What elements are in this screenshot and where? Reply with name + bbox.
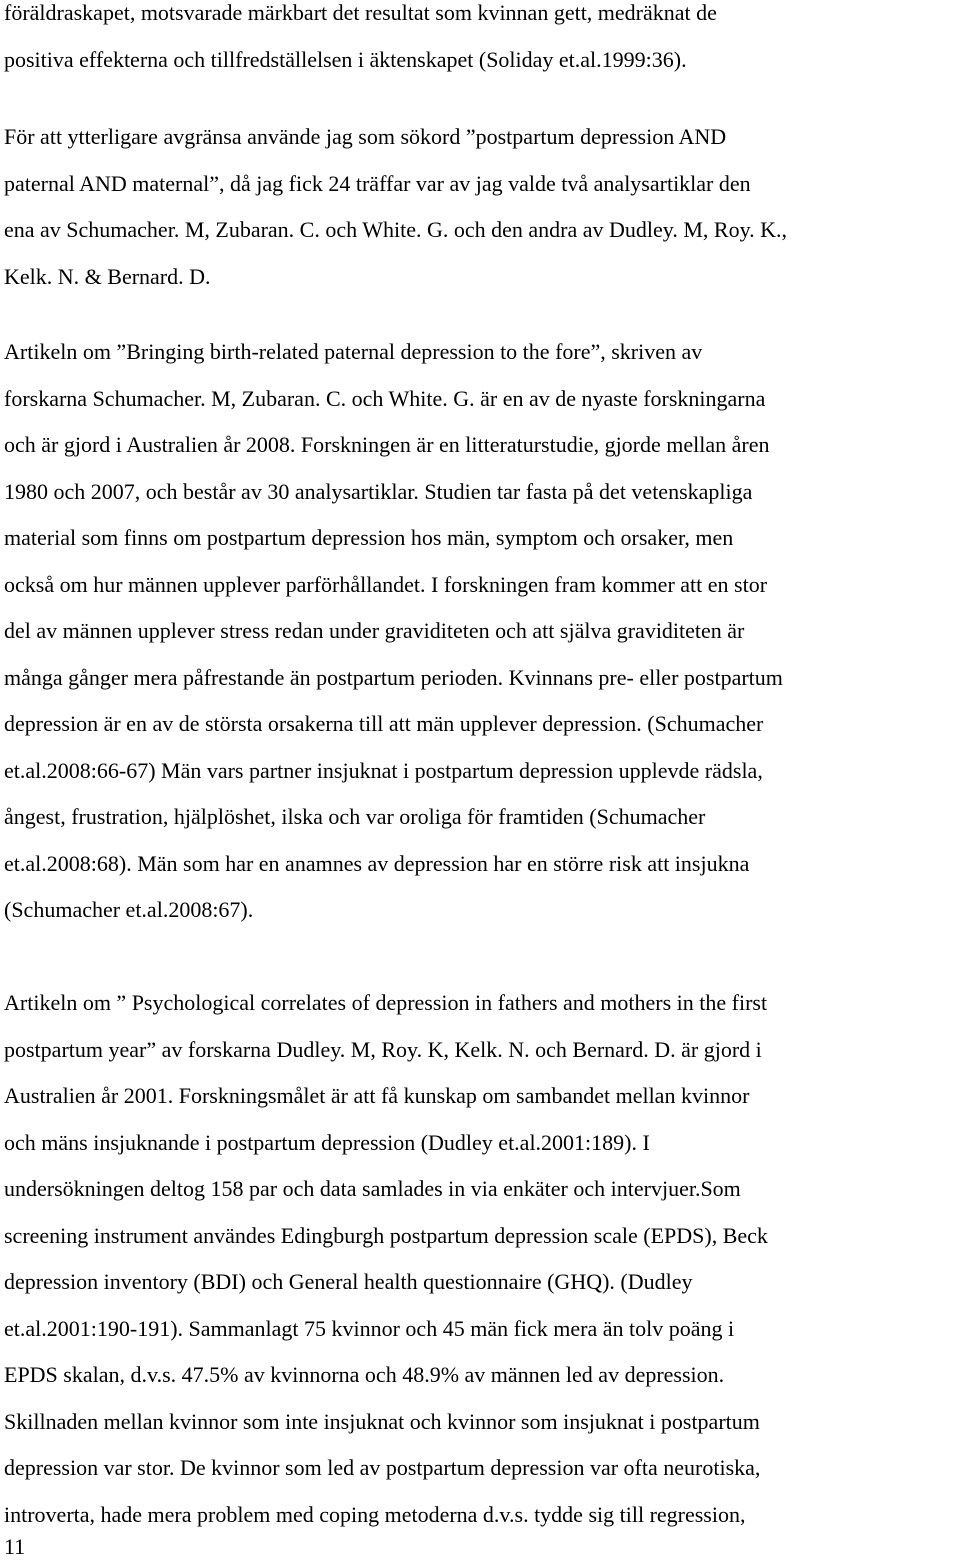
text-line: positiva effekterna och tillfredställelsen i äktenskapet (Soliday et.al.1999:36). bbox=[4, 47, 687, 72]
text-line: depression var stor. De kvinnor som led av postpartum depression var ofta neurotiska, bbox=[4, 1455, 761, 1480]
text-line: också om hur männen upplever parförhållandet. I forskningen fram kommer att en stor bbox=[4, 572, 768, 597]
text-line: ångest, frustration, hjälplöshet, ilska och var oroliga för framtiden (Schumacher bbox=[4, 804, 706, 829]
page-number: 11 bbox=[4, 1534, 26, 1559]
text-line: (Schumacher et.al.2008:67). bbox=[4, 897, 254, 922]
text-line: depression inventory (BDI) och General health questionnaire (GHQ). (Dudley bbox=[4, 1269, 693, 1294]
text-line: Artikeln om ”Bringing birth-related paternal depression to the fore”, skriven av bbox=[4, 339, 703, 364]
text-line: et.al.2001:190-191). Sammanlagt 75 kvinnor och 45 män fick mera än tolv poäng i bbox=[4, 1316, 735, 1341]
text-line: Kelk. N. & Bernard. D. bbox=[4, 264, 211, 289]
text-line: undersökningen deltog 158 par och data samlades in via enkäter och intervjuer.Som bbox=[4, 1176, 741, 1201]
text-line: forskarna Schumacher. M, Zubaran. C. och White. G. är en av de nyaste forskningarna bbox=[4, 386, 766, 411]
text-line: För att ytterligare avgränsa använde jag som sökord ”postpartum depression AND bbox=[4, 124, 727, 149]
text-line: och mäns insjuknande i postpartum depression (Dudley et.al.2001:189). I bbox=[4, 1130, 650, 1155]
text-line: ena av Schumacher. M, Zubaran. C. och White. G. och den andra av Dudley. M, Roy. K., bbox=[4, 217, 788, 242]
text-line: många gånger mera påfrestande än postpartum perioden. Kvinnans pre- eller postpartum bbox=[4, 665, 783, 690]
text-line: och är gjord i Australien år 2008. Forskningen är en litteraturstudie, gjorde mellan åren bbox=[4, 432, 770, 457]
text-line: 1980 och 2007, och består av 30 analysartiklar. Studien tar fasta på det vetenskapliga bbox=[4, 479, 753, 504]
text-line: EPDS skalan, d.v.s. 47.5% av kvinnorna och 48.9% av männen led av depression. bbox=[4, 1362, 725, 1387]
text-line: del av männen upplever stress redan under graviditeten och att själva graviditeten är bbox=[4, 618, 745, 643]
text-line: depression är en av de största orsakerna till att män upplever depression. (Schumacher bbox=[4, 711, 764, 736]
text-line: et.al.2008:66-67) Män vars partner insjuknat i postpartum depression upplevde rädsla, bbox=[4, 758, 763, 783]
text-line: föräldraskapet, motsvarade märkbart det resultat som kvinnan gett, medräknat de bbox=[4, 0, 717, 25]
text-line: paternal AND maternal”, då jag fick 24 träffar var av jag valde två analysartiklar den bbox=[4, 171, 751, 196]
text-line: Artikeln om ” Psychological correlates of depression in fathers and mothers in the first bbox=[4, 990, 768, 1015]
text-line: Skillnaden mellan kvinnor som inte insjuknat och kvinnor som insjuknat i postpartum bbox=[4, 1409, 760, 1434]
text-line: screening instrument användes Edingburgh postpartum depression scale (EPDS), Beck bbox=[4, 1223, 768, 1248]
text-line: material som finns om postpartum depression hos män, symptom och orsaker, men bbox=[4, 525, 734, 550]
text-line: postpartum year” av forskarna Dudley. M, Roy. K, Kelk. N. och Bernard. D. är gjord i bbox=[4, 1037, 762, 1062]
text-line: et.al.2008:68). Män som har en anamnes av depression har en större risk att insjukna bbox=[4, 851, 750, 876]
text-line: introverta, hade mera problem med coping metoderna d.v.s. tydde sig till regression, bbox=[4, 1502, 746, 1527]
text-line: Australien år 2001. Forskningsmålet är att få kunskap om sambandet mellan kvinnor bbox=[4, 1083, 750, 1108]
